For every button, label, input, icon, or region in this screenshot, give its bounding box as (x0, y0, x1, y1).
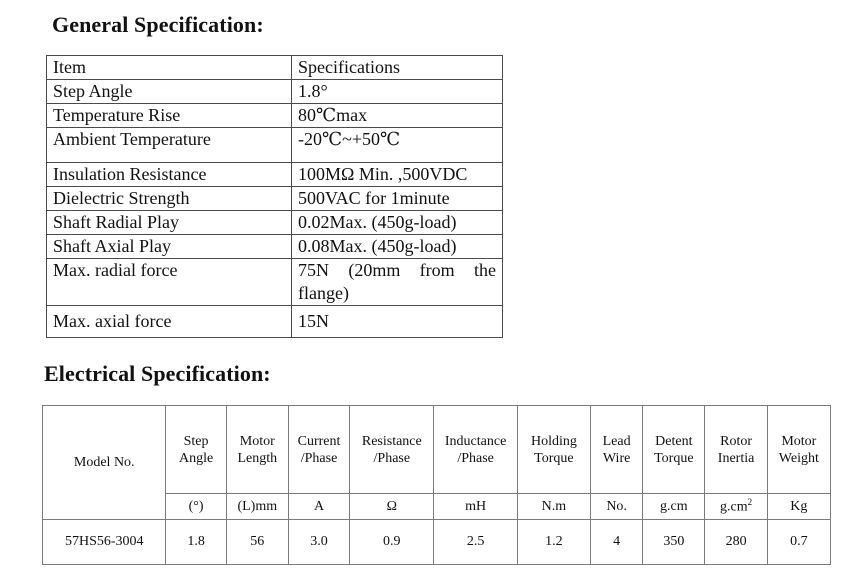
electrical-specification-table (42, 405, 831, 565)
unit-text: g.cm (720, 499, 748, 515)
unit-cell: No. (591, 494, 643, 520)
model-number: 57HS56-3004 (43, 520, 166, 565)
column-header (350, 406, 434, 494)
header-line: /Phase (373, 450, 411, 466)
header-line: Holding (530, 433, 577, 449)
data-cell: 0.7 (767, 520, 830, 565)
unit-superscript: 2 (747, 497, 753, 508)
table-row (47, 163, 503, 187)
data-cell: 0.9 (350, 520, 434, 565)
unit-cell: g.cm (643, 494, 705, 520)
spec-value: 1.8° (292, 80, 503, 104)
header-line: Angle (178, 450, 214, 466)
spec-value: -20℃~+50℃ (292, 128, 503, 163)
table-header-row (47, 56, 503, 80)
data-cell: 350 (643, 520, 705, 565)
table-row (47, 306, 503, 338)
column-header (166, 406, 226, 494)
unit-cell: N.m (517, 494, 590, 520)
data-cell: 56 (226, 520, 288, 565)
unit-cell: Ω (350, 494, 434, 520)
model-header: Model No. (43, 406, 166, 520)
spec-value: 500VAC for 1minute (292, 187, 503, 211)
table-header-row (43, 406, 831, 494)
spec-item: Max. axial force (47, 306, 292, 338)
data-cell: 4 (591, 520, 643, 565)
data-cell: 280 (705, 520, 767, 565)
spec-value: 80℃max (292, 104, 503, 128)
electrical-specification-title: Electrical Specification: (44, 361, 271, 386)
table-row (43, 520, 831, 565)
spec-item: Shaft Axial Play (47, 235, 292, 259)
data-cell: 1.8 (166, 520, 226, 565)
table-row (47, 211, 503, 235)
unit-cell: A (288, 494, 349, 520)
unit-cell: (L)mm (226, 494, 288, 520)
spec-value: 100MΩ Min. ,500VDC (292, 163, 503, 187)
unit-cell: mH (434, 494, 517, 520)
data-cell: 3.0 (288, 520, 349, 565)
data-cell: 2.5 (434, 520, 517, 565)
column-header (517, 406, 590, 494)
general-specification-table (46, 55, 503, 338)
column-header (288, 406, 349, 494)
header-line: Weight (778, 450, 819, 466)
column-header (591, 406, 643, 494)
header-line: Torque (654, 450, 694, 466)
spec-value: 15N (292, 306, 503, 338)
table-row (47, 128, 503, 163)
header-line: Current (297, 433, 341, 449)
spec-item: Ambient Temperature (47, 128, 292, 163)
header-line: /Phase (457, 450, 494, 466)
column-header (767, 406, 830, 494)
spec-item: Shaft Radial Play (47, 211, 292, 235)
header-line: Inductance (444, 433, 507, 449)
header-line: Step (183, 433, 209, 449)
column-header (434, 406, 517, 494)
column-header (705, 406, 767, 494)
item-header: Item (47, 56, 292, 80)
spec-value: 75N (20mm from the flange) (292, 259, 503, 306)
unit-cell (705, 494, 767, 520)
header-line: Wire (602, 450, 631, 466)
header-line: Length (237, 450, 278, 466)
column-header (226, 406, 288, 494)
header-line: Lead (602, 433, 631, 449)
header-line: Inertia (717, 450, 755, 466)
specifications-header: Specifications (292, 56, 503, 80)
header-line: Rotor (720, 433, 753, 449)
general-specification-title: General Specification: (52, 12, 264, 37)
table-row (47, 235, 503, 259)
table-row (47, 259, 503, 306)
unit-cell: Kg (767, 494, 830, 520)
header-line: Motor (781, 433, 817, 449)
header-line: Motor (239, 433, 275, 449)
table-row (47, 80, 503, 104)
spec-item: Step Angle (47, 80, 292, 104)
header-line: Resistance (361, 433, 422, 449)
spec-item: Temperature Rise (47, 104, 292, 128)
column-header (643, 406, 705, 494)
data-cell: 1.2 (517, 520, 590, 565)
header-line: Detent (655, 433, 693, 449)
header-line: Torque (534, 450, 574, 466)
unit-cell: (°) (166, 494, 226, 520)
table-row (47, 187, 503, 211)
spec-value: 0.02Max. (450g-load) (292, 211, 503, 235)
header-line: /Phase (300, 450, 338, 466)
table-row (47, 104, 503, 128)
spec-value: 0.08Max. (450g-load) (292, 235, 503, 259)
spec-item: Insulation Resistance (47, 163, 292, 187)
spec-item: Max. radial force (47, 259, 292, 306)
spec-item: Dielectric Strength (47, 187, 292, 211)
